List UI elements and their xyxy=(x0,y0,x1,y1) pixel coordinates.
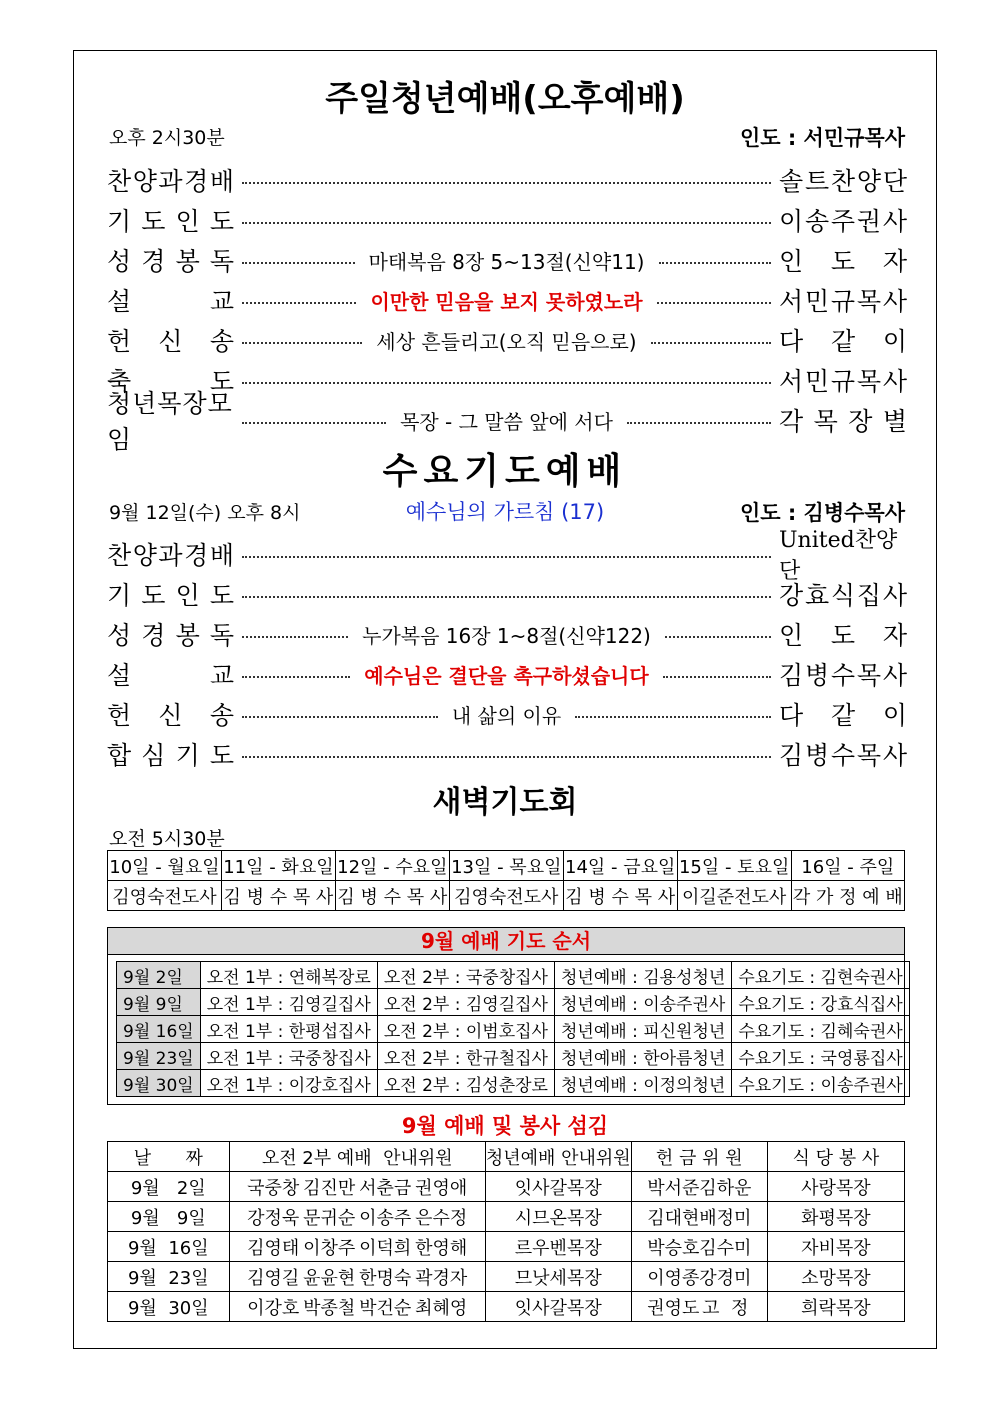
order-label-char: 도 xyxy=(141,207,166,236)
order-detail: 목장 - 그 말씀 앞에 서다 xyxy=(400,409,613,434)
order-label-char: 성 xyxy=(107,247,132,276)
offering-name: 이영종 xyxy=(647,1267,700,1289)
order-person-char: 효 xyxy=(804,581,830,610)
service-kitchen: 자비목장 xyxy=(767,1232,904,1262)
order-label xyxy=(107,162,234,198)
wednesday-title: 수요기도예배 xyxy=(382,451,628,492)
leader-dots xyxy=(242,382,771,384)
table-row xyxy=(108,1232,905,1262)
order-person-char: 서 xyxy=(779,287,804,316)
leader-dots xyxy=(242,302,356,304)
dawn-day-cell: 16일 - 주일 xyxy=(791,851,904,881)
service-offering xyxy=(631,1202,767,1232)
order-label-char: 청년목장모임 xyxy=(107,389,233,454)
prayer-assignment: 오전 2부 : 한규철집사 xyxy=(377,1043,554,1070)
dawn-day-cell: 13일 - 목요일 xyxy=(449,851,563,881)
order-person-char: 장 xyxy=(848,407,873,436)
dawn-day-cell: 15일 - 토요일 xyxy=(677,851,791,881)
order-person-char: 규 xyxy=(830,367,856,396)
dawn-leader-cell: 김영숙전도사 xyxy=(108,881,222,911)
order-person-char: 사 xyxy=(882,581,907,610)
order-person-char: 송 xyxy=(804,207,830,236)
offering-name: 김하운 xyxy=(699,1177,752,1199)
wednesday-leader: 인도 : 김병수목사 xyxy=(739,501,905,525)
usher-name: 한영해 xyxy=(415,1237,468,1259)
prayer-assignment: 청년예배 : 김용성청년 xyxy=(554,962,731,989)
order-row xyxy=(107,617,907,651)
order-person-char: 다 xyxy=(779,701,804,730)
order-person-char: 권 xyxy=(856,207,882,236)
order-person-char: 서 xyxy=(779,367,804,396)
order-label-char: 설 xyxy=(107,661,132,690)
order-person-char: 양 xyxy=(856,167,882,196)
leader-dots xyxy=(651,342,771,344)
order-person-char: 솔 xyxy=(779,167,804,196)
order-person-char: 병 xyxy=(804,741,830,770)
order-label-char: 경 xyxy=(141,247,166,276)
order-detail: 내 삶의 이유 xyxy=(451,703,562,728)
prayer-assignment: 오전 1부 : 한평섭집사 xyxy=(200,1016,377,1043)
usher-name: 권영애 xyxy=(415,1177,468,1199)
order-label-char: 독 xyxy=(209,621,234,650)
dawn-days-row xyxy=(108,851,905,881)
dawn-day-cell: 14일 - 금요일 xyxy=(563,851,677,881)
offering-name: 강경미 xyxy=(699,1267,752,1289)
order-person-char: 도 xyxy=(830,247,856,276)
offering-name: 김수미 xyxy=(699,1237,752,1259)
order-label-char: 성 xyxy=(107,621,132,650)
prayer-date: 9월 16일 xyxy=(117,1016,201,1043)
prayer-order-table xyxy=(116,961,910,1097)
order-label-char: 인 xyxy=(175,581,200,610)
offering-name: 박서준 xyxy=(647,1177,700,1199)
order-label xyxy=(107,282,234,318)
prayer-assignment: 수요기도 : 국영룡집사 xyxy=(732,1043,909,1070)
prayer-date: 9월 30일 xyxy=(117,1070,201,1097)
order-person-char: 목 xyxy=(856,741,882,770)
dawn-leader-cell: 김영숙전도사 xyxy=(449,881,563,911)
usher-name: 김영태 xyxy=(247,1237,300,1259)
usher-name: 이창주 xyxy=(303,1237,356,1259)
order-label-char: 교 xyxy=(209,287,234,316)
order-person xyxy=(779,402,907,438)
order-label-char: 교 xyxy=(209,661,234,690)
service-ushers xyxy=(229,1202,485,1232)
order-person xyxy=(779,616,907,652)
order-label-char: 기 xyxy=(107,207,132,236)
order-label-char: 신 xyxy=(158,327,183,356)
leader-dots xyxy=(242,596,771,598)
prayer-date: 9월 2일 xyxy=(117,962,201,989)
order-label-char: 헌 xyxy=(107,327,132,356)
order-person xyxy=(779,362,907,398)
order-person-char: 민 xyxy=(804,367,830,396)
leader-dots xyxy=(242,556,771,558)
leader-dots xyxy=(242,182,771,184)
leader-dots xyxy=(242,716,438,718)
service-header-cell: 청년예배 안내위원 xyxy=(485,1142,631,1172)
order-label-char: 양 xyxy=(132,167,157,196)
order-label xyxy=(107,736,234,772)
usher-name: 이덕희 xyxy=(359,1237,412,1259)
prayer-assignment: 오전 2부 : 김영길집사 xyxy=(377,989,554,1016)
order-person-char: 목 xyxy=(856,367,882,396)
order-label-char: 배 xyxy=(209,167,234,196)
service-offering xyxy=(631,1232,767,1262)
prayer-assignment: 수요기도 : 이송주권사 xyxy=(732,1070,909,1097)
leader-dots xyxy=(242,676,350,678)
service-header-cell: 식 당 봉 사 xyxy=(767,1142,904,1172)
dawn-leader-cell: 각 가 정 예 배 xyxy=(791,881,904,911)
prayer-date: 9월 9일 xyxy=(117,989,201,1016)
service-youth-usher: 르우벤목장 xyxy=(485,1232,631,1262)
order-row xyxy=(107,737,907,771)
order-person-char: 인 xyxy=(779,621,804,650)
order-label-char: 도 xyxy=(141,581,166,610)
order-person xyxy=(779,696,907,732)
order-person-char: 주 xyxy=(830,207,856,236)
usher-name: 서춘금 xyxy=(359,1177,412,1199)
prayer-assignment: 청년예배 : 피신원청년 xyxy=(554,1016,731,1043)
dawn-leader-cell: 김 병 수 목 사 xyxy=(563,881,677,911)
table-row xyxy=(117,962,910,989)
order-person-char: 이 xyxy=(779,207,804,236)
order-label-char: 봉 xyxy=(175,247,200,276)
order-row xyxy=(107,389,907,454)
order-person-char: 자 xyxy=(882,621,907,650)
order-label-char: 봉 xyxy=(175,621,200,650)
order-person-char: 김 xyxy=(779,741,804,770)
dawn-leader-cell: 김 병 수 목 사 xyxy=(335,881,449,911)
table-row xyxy=(108,1202,905,1232)
wednesday-time: 9월 12일(수) 오후 8시 xyxy=(109,502,301,524)
order-label-char: 송 xyxy=(209,701,234,730)
dawn-time: 오전 5시30분 xyxy=(109,828,225,850)
dawn-day-cell: 10일 - 월요일 xyxy=(108,851,222,881)
order-row xyxy=(107,528,907,584)
order-person xyxy=(779,576,907,612)
service-offering xyxy=(631,1172,767,1202)
order-label-char: 도 xyxy=(209,367,234,396)
service-offering xyxy=(631,1292,767,1322)
table-row xyxy=(117,1016,910,1043)
leader-dots xyxy=(242,422,386,424)
offering-name: 배정미 xyxy=(699,1207,752,1229)
order-detail: 세상 흔들리고(오직 믿음으로) xyxy=(376,329,637,354)
bulletin-page xyxy=(73,50,937,1349)
service-header-cell: 오전 2부 예배 안내위원 xyxy=(229,1142,485,1172)
usher-name: 문귀순 xyxy=(303,1207,356,1229)
usher-name: 윤윤현 xyxy=(303,1267,356,1289)
service-date: 9월 30일 xyxy=(108,1292,230,1322)
service-kitchen: 소망목장 xyxy=(767,1262,904,1292)
order-person-char: United찬양단 xyxy=(779,528,898,584)
service-kitchen: 희락목장 xyxy=(767,1292,904,1322)
order-label-char: 설 xyxy=(107,287,132,316)
order-person-char: 이 xyxy=(882,327,908,356)
leader-dots xyxy=(242,262,355,264)
order-detail: 마태복음 8장 5~13절(신약11) xyxy=(368,249,645,274)
offering-name: 권영도 xyxy=(647,1297,700,1319)
prayer-assignment: 오전 2부 : 국중창집사 xyxy=(377,962,554,989)
order-person-char: 트 xyxy=(804,167,830,196)
order-label xyxy=(107,576,234,612)
order-label-char: 신 xyxy=(158,701,183,730)
order-detail: 누가복음 16장 1~8절(신약122) xyxy=(362,623,651,648)
table-row xyxy=(117,989,910,1016)
service-ushers xyxy=(229,1232,485,1262)
leader-dots xyxy=(575,716,771,718)
order-label-char: 도 xyxy=(209,581,234,610)
order-person-char: 찬 xyxy=(830,167,856,196)
order-person-char: 병 xyxy=(804,661,830,690)
sunday-leader: 인도 : 서민규목사 xyxy=(739,126,905,150)
order-label-char: 찬 xyxy=(107,541,132,570)
sunday-title: 주일청년예배(오후예배) xyxy=(325,79,685,119)
service-offering xyxy=(631,1262,767,1292)
order-row xyxy=(107,657,907,691)
service-kitchen: 화평목장 xyxy=(767,1202,904,1232)
prayer-assignment: 수요기도 : 김현숙권사 xyxy=(732,962,909,989)
order-person-char: 각 xyxy=(779,407,804,436)
order-person xyxy=(779,202,907,238)
prayer-assignment: 오전 2부 : 김성춘장로 xyxy=(377,1070,554,1097)
order-row xyxy=(107,243,907,277)
order-detail: 이만한 믿음을 보지 못하였노라 xyxy=(370,289,643,314)
dawn-schedule-table xyxy=(107,850,905,911)
service-youth-usher: 잇사갈목장 xyxy=(485,1172,631,1202)
order-label-char: 기 xyxy=(107,581,132,610)
offering-name: 박승호 xyxy=(647,1237,700,1259)
service-date: 9월 16일 xyxy=(108,1232,230,1262)
prayer-assignment: 오전 1부 : 이강호집사 xyxy=(200,1070,377,1097)
prayer-assignment: 수요기도 : 김혜숙권사 xyxy=(732,1016,909,1043)
usher-name: 박건순 xyxy=(359,1297,412,1319)
table-row xyxy=(117,1070,910,1097)
leader-dots xyxy=(242,636,348,638)
dawn-leaders-row xyxy=(108,881,905,911)
order-label-char: 경 xyxy=(141,621,166,650)
order-detail: 예수님은 결단을 촉구하셨습니다 xyxy=(364,663,649,688)
usher-name: 한명숙 xyxy=(359,1267,412,1289)
prayer-order-title: 9월 예배 기도 순서 xyxy=(108,928,904,955)
order-label-char: 도 xyxy=(209,741,234,770)
prayer-assignment: 청년예배 : 이정의청년 xyxy=(554,1070,731,1097)
prayer-assignment: 오전 1부 : 연해복장로 xyxy=(200,962,377,989)
order-label-char: 기 xyxy=(175,741,200,770)
usher-name: 이강호 xyxy=(247,1297,300,1319)
table-row xyxy=(117,1043,910,1070)
order-person-char: 사 xyxy=(882,367,907,396)
order-person xyxy=(779,656,907,692)
order-row xyxy=(107,697,907,731)
leader-dots xyxy=(242,756,771,758)
order-label-char: 과 xyxy=(158,167,183,196)
service-header-cell: 헌 금 위 원 xyxy=(631,1142,767,1172)
order-person xyxy=(779,322,907,358)
offering-name: 고 정 xyxy=(702,1297,749,1319)
leader-dots xyxy=(657,302,771,304)
order-label xyxy=(107,242,234,278)
order-label-char: 찬 xyxy=(107,167,132,196)
order-person xyxy=(779,282,907,318)
order-label xyxy=(107,616,234,652)
leader-dots xyxy=(242,222,771,224)
order-person xyxy=(779,162,907,198)
usher-name: 김영길 xyxy=(247,1267,300,1289)
order-label-char: 양 xyxy=(132,541,157,570)
dawn-day-cell: 11일 - 화요일 xyxy=(221,851,335,881)
service-header-cell: 날 짜 xyxy=(108,1142,230,1172)
order-person-char: 목 xyxy=(813,407,838,436)
order-person-char: 도 xyxy=(830,621,856,650)
service-date: 9월 23일 xyxy=(108,1262,230,1292)
service-youth-usher: 시므온목장 xyxy=(485,1202,631,1232)
order-person-char: 인 xyxy=(779,247,804,276)
service-youth-usher: 잇사갈목장 xyxy=(485,1292,631,1322)
order-person-char: 사 xyxy=(882,661,907,690)
order-person-char: 민 xyxy=(804,287,830,316)
order-person-char: 이 xyxy=(882,701,908,730)
order-person xyxy=(779,736,907,772)
order-label-char: 배 xyxy=(209,541,234,570)
service-header-row xyxy=(108,1142,905,1172)
order-person-char: 김 xyxy=(779,661,804,690)
order-person-char: 같 xyxy=(830,701,856,730)
order-person-char: 같 xyxy=(830,327,856,356)
leader-dots xyxy=(627,422,771,424)
order-row xyxy=(107,203,907,237)
order-person-char: 사 xyxy=(882,207,907,236)
service-kitchen: 사랑목장 xyxy=(767,1172,904,1202)
wednesday-subtitle: 예수님의 가르침 (17) xyxy=(405,500,605,524)
order-person-char: 단 xyxy=(882,167,907,196)
usher-name: 김진만 xyxy=(303,1177,356,1199)
service-ushers xyxy=(229,1292,485,1322)
order-person-char: 사 xyxy=(882,287,907,316)
dawn-leader-cell: 김 병 수 목 사 xyxy=(221,881,335,911)
order-label-char: 독 xyxy=(209,247,234,276)
prayer-assignment: 청년예배 : 이송주권사 xyxy=(554,989,731,1016)
leader-dots xyxy=(659,262,772,264)
usher-name: 박종철 xyxy=(303,1297,356,1319)
order-person-char: 별 xyxy=(882,407,907,436)
dawn-day-cell: 12일 - 수요일 xyxy=(335,851,449,881)
order-label xyxy=(107,696,234,732)
order-label-char: 송 xyxy=(209,327,234,356)
dawn-leader-cell: 이길준전도사 xyxy=(677,881,791,911)
usher-name: 곽경자 xyxy=(415,1267,468,1289)
usher-name: 이송주 xyxy=(359,1207,412,1229)
order-person-char: 자 xyxy=(882,247,907,276)
service-date: 9월 2일 xyxy=(108,1172,230,1202)
prayer-assignment: 청년예배 : 한아름청년 xyxy=(554,1043,731,1070)
order-row xyxy=(107,577,907,611)
prayer-order-section xyxy=(107,927,905,1105)
prayer-assignment: 오전 1부 : 김영길집사 xyxy=(200,989,377,1016)
leader-dots xyxy=(663,676,771,678)
order-label-char: 경 xyxy=(184,541,209,570)
order-label xyxy=(107,536,234,572)
service-date: 9월 9일 xyxy=(108,1202,230,1232)
order-person-char: 규 xyxy=(830,287,856,316)
service-table xyxy=(107,1141,905,1322)
service-title: 9월 예배 및 봉사 섬김 xyxy=(401,1114,609,1138)
order-label xyxy=(107,322,234,358)
order-label xyxy=(107,202,234,238)
order-person-char: 수 xyxy=(830,741,856,770)
order-label-char: 경 xyxy=(184,167,209,196)
prayer-assignment: 수요기도 : 강효식집사 xyxy=(732,989,909,1016)
order-person-char: 목 xyxy=(856,661,882,690)
order-row xyxy=(107,163,907,197)
sunday-time: 오후 2시30분 xyxy=(109,127,225,149)
order-label-char: 헌 xyxy=(107,701,132,730)
usher-name: 국중창 xyxy=(247,1177,300,1199)
service-ushers xyxy=(229,1262,485,1292)
order-person-char: 목 xyxy=(856,287,882,316)
table-row xyxy=(108,1172,905,1202)
order-label-char: 축 xyxy=(107,367,132,396)
order-person xyxy=(779,242,907,278)
order-label-char: 인 xyxy=(175,207,200,236)
usher-name: 최혜영 xyxy=(415,1297,468,1319)
usher-name: 강정욱 xyxy=(247,1207,300,1229)
order-person-char: 수 xyxy=(830,661,856,690)
prayer-date: 9월 23일 xyxy=(117,1043,201,1070)
dawn-title: 새벽기도회 xyxy=(432,785,578,820)
order-person-char: 집 xyxy=(856,581,882,610)
usher-name: 은수정 xyxy=(415,1207,468,1229)
offering-name: 김대현 xyxy=(647,1207,700,1229)
leader-dots xyxy=(665,636,771,638)
table-row xyxy=(108,1262,905,1292)
service-ushers xyxy=(229,1172,485,1202)
order-label-char: 심 xyxy=(141,741,166,770)
order-person-char: 다 xyxy=(779,327,804,356)
order-label-char: 합 xyxy=(107,741,132,770)
order-label-char: 도 xyxy=(209,207,234,236)
order-person-char: 사 xyxy=(882,741,907,770)
order-person-char: 식 xyxy=(830,581,856,610)
prayer-assignment: 오전 2부 : 이범호집사 xyxy=(377,1016,554,1043)
order-label-char: 과 xyxy=(158,541,183,570)
table-row xyxy=(108,1292,905,1322)
service-youth-usher: 므낫세목장 xyxy=(485,1262,631,1292)
order-label xyxy=(107,656,234,692)
prayer-assignment: 오전 1부 : 국중창집사 xyxy=(200,1043,377,1070)
order-person-char: 강 xyxy=(779,581,804,610)
order-row xyxy=(107,283,907,317)
leader-dots xyxy=(242,342,362,344)
order-row xyxy=(107,323,907,357)
